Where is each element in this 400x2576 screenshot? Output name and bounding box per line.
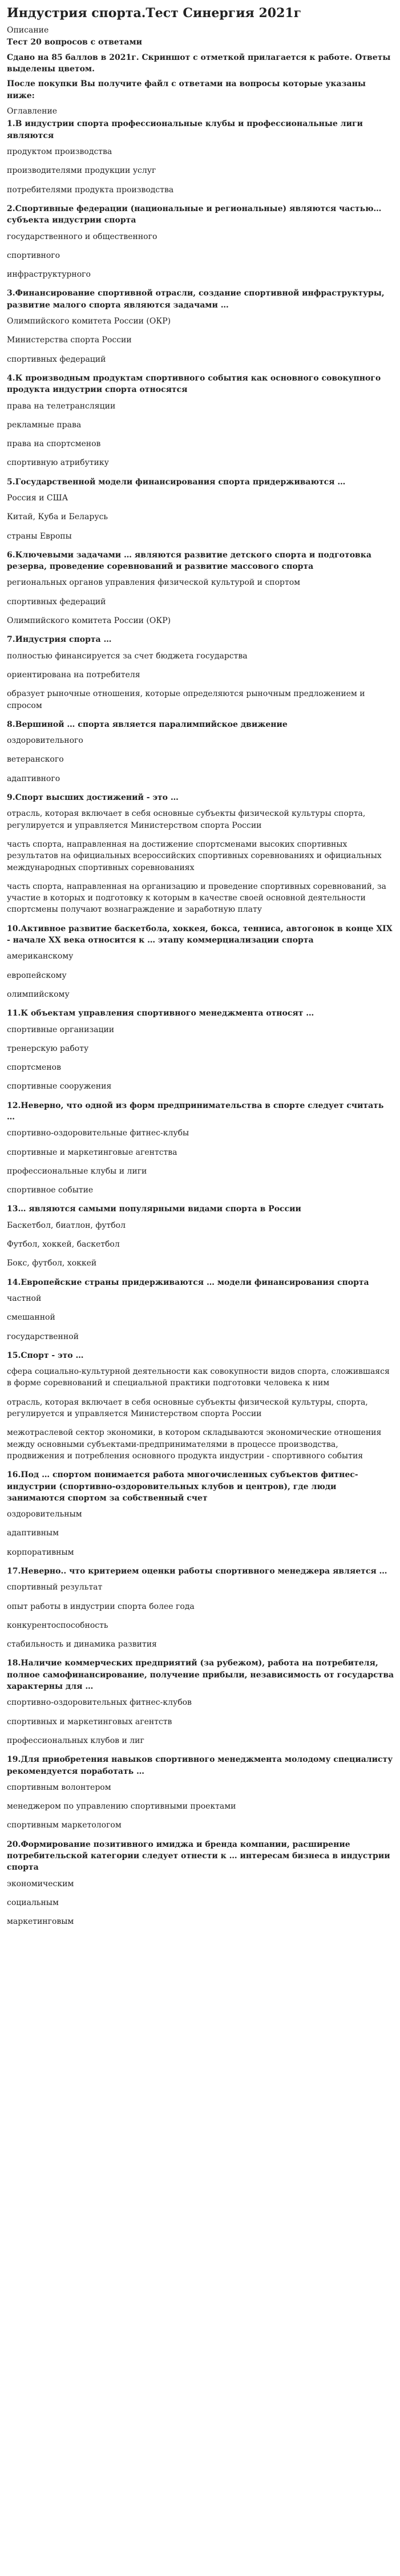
answer-option: опыт работы в индустрии спорта более года bbox=[7, 1602, 195, 1611]
answer-option: оздоровительного bbox=[7, 736, 83, 746]
answer-option: олимпийскому bbox=[7, 989, 70, 999]
answer-option: права на телетрансляции bbox=[7, 401, 116, 411]
answer-option: спортивное событие bbox=[7, 1186, 94, 1195]
answer-option: сфера социально-культурной деятельности как совокупности видов спорта, сложившаяся в форме соревнований и специальной практики подготовки человека к ним bbox=[7, 1367, 390, 1388]
answer-option: спортивных и маркетинговых агентств bbox=[7, 1717, 172, 1726]
answer-option: Баскетбол, биатлон, футбол bbox=[7, 1220, 126, 1230]
answer-option: стабильность и динамика развития bbox=[7, 1640, 157, 1649]
answer-option: Бокс, футбол, хоккей bbox=[7, 1259, 97, 1268]
question-block bbox=[7, 549, 394, 626]
answer-option: права на спортсменов bbox=[7, 439, 101, 449]
question-text: 17.Неверно.. что критерием оценки работы спортивного менеджера является … bbox=[7, 1567, 387, 1576]
question-block bbox=[7, 118, 394, 195]
question-block bbox=[7, 203, 394, 280]
question-text: 18.Наличие коммерческих предприятий (за рубежом), работа на потребителя, полное самофинансирование, получение прибыли, независимость от государства характерны для … bbox=[7, 1659, 394, 1692]
answer-option: Футбол, хоккей, баскетбол bbox=[7, 1240, 120, 1249]
answer-option: адаптивным bbox=[7, 1528, 59, 1538]
answer-option: производителями продукции услуг bbox=[7, 166, 156, 176]
intro-note: Сдано на 85 баллов в 2021г. Скриншот с отметкой прилагается к работе. Ответы выделены цветом. bbox=[7, 52, 391, 74]
question-block bbox=[7, 1754, 394, 1831]
intro-instructions: После покупки Вы получите файл с ответами на вопросы которые указаны ниже: bbox=[7, 79, 366, 100]
question-block bbox=[7, 719, 394, 784]
question-text: 8.Вершиной … спорта является паралимпийское движение bbox=[7, 719, 288, 729]
question-block bbox=[7, 634, 394, 711]
answer-option: Россия и США bbox=[7, 494, 68, 503]
toc-label: Оглавление bbox=[7, 106, 58, 116]
answer-option: полностью финансируется за счет бюджета государства bbox=[7, 651, 248, 661]
answer-option: экономическим bbox=[7, 1879, 74, 1888]
answer-option: инфраструктурного bbox=[7, 270, 91, 280]
answer-option: спортивный результат bbox=[7, 1583, 103, 1592]
question-text: 11.К объектам управления спортивного менеджмента относят … bbox=[7, 1009, 314, 1018]
answer-option: отрасль, которая включает в себя основные субъекты физической культуры, спорта, регулируется и управляется Министерством спорта России bbox=[7, 1397, 368, 1419]
answer-option: конкурентоспособность bbox=[7, 1620, 108, 1630]
answer-option: маркетинговым bbox=[7, 1917, 74, 1927]
question-block bbox=[7, 1277, 394, 1342]
question-block bbox=[7, 1657, 394, 1746]
answer-option: спортивные сооружения bbox=[7, 1082, 112, 1091]
question-text: 16.Под … спортом понимается работа многочисленных субъектов фитнес-индустрии (спортивно-оздоровительных клубов и центров), где люди занимаются спортом за собственный счет bbox=[7, 1470, 358, 1503]
answer-option: часть спорта, направленная на организацию и проведение спортивных соревнований, за участие в которых и подготовку к которым в качестве своей основной деятельности спортсмены получают вознаграждение и заработную плату bbox=[7, 881, 386, 915]
question-list bbox=[7, 118, 394, 1927]
answer-option: спортсменов bbox=[7, 1063, 61, 1073]
question-block bbox=[7, 373, 394, 469]
answer-option: государственного и общественного bbox=[7, 232, 157, 241]
question-block bbox=[7, 1839, 394, 1928]
answer-option: продуктом производства bbox=[7, 147, 112, 157]
question-text: 5.Государственной модели финансирования спорта придерживаются … bbox=[7, 477, 346, 487]
question-block bbox=[7, 476, 394, 542]
description-label: Описание bbox=[7, 25, 49, 35]
answer-option: спортивных федераций bbox=[7, 597, 106, 606]
answer-option: ориентирована на потребителя bbox=[7, 670, 140, 680]
answer-option: профессиональные клубы и лиги bbox=[7, 1166, 147, 1176]
answer-option: Министерства спорта России bbox=[7, 335, 132, 345]
answer-option: адаптивного bbox=[7, 774, 60, 783]
answer-option: ветеранского bbox=[7, 755, 64, 765]
question-block bbox=[7, 1566, 394, 1650]
answer-option: социальным bbox=[7, 1898, 59, 1907]
question-text: 7.Индустрия спорта … bbox=[7, 635, 112, 645]
answer-option: Олимпийского комитета России (ОКР) bbox=[7, 616, 171, 626]
question-text: 1.В индустрии спорта профессиональные клубы и профессиональные лиги являются bbox=[7, 119, 363, 140]
answer-option: менеджером по управлению спортивными проектами bbox=[7, 1802, 236, 1811]
question-block bbox=[7, 792, 394, 916]
question-text: 9.Спорт высших достижений - это … bbox=[7, 793, 179, 803]
answer-option: Олимпийского комитета России (ОКР) bbox=[7, 317, 171, 326]
answer-option: корпоративным bbox=[7, 1547, 74, 1557]
question-text: 12.Неверно, что одной из форм предпринимательства в спорте следует считать … bbox=[7, 1101, 384, 1122]
question-text: 14.Европейские страны придерживаются … модели финансирования спорта bbox=[7, 1277, 369, 1287]
answer-option: оздоровительным bbox=[7, 1510, 82, 1519]
question-text: 3.Финансирование спортивной отрасли, создание спортивной инфраструктуры, развитие малого спорта являются задачами … bbox=[7, 289, 385, 310]
answer-option: спортивным волонтером bbox=[7, 1782, 111, 1792]
answer-option: американскому bbox=[7, 952, 74, 961]
answer-option: потребителями продукта производства bbox=[7, 185, 174, 195]
answer-option: спортивным маркетологом bbox=[7, 1821, 122, 1830]
answer-option: смешанной bbox=[7, 1313, 55, 1323]
answer-option: спортивно-оздоровительных фитнес-клубов bbox=[7, 1698, 192, 1708]
question-block bbox=[7, 1469, 394, 1558]
question-text: 15.Спорт - это … bbox=[7, 1350, 84, 1360]
question-text: 20.Формирование позитивного имиджа и бренда компании, расширение потребительской категории следует отнести к … интересам бизнеса в индустрии спорта bbox=[7, 1839, 390, 1873]
test-subtitle: Тест 20 вопросов с ответами bbox=[7, 38, 142, 47]
answer-option: спортивные организации bbox=[7, 1025, 115, 1034]
answer-option: рекламные права bbox=[7, 420, 82, 430]
answer-option: спортивные и маркетинговые агентства bbox=[7, 1147, 177, 1157]
question-text: 19.Для приобретения навыков спортивного менеджмента молодому специалисту рекомендуется поработать … bbox=[7, 1755, 393, 1776]
question-text: 4.К производным продуктам спортивного события как основного совокупного продукта индустрии спорта относятся bbox=[7, 373, 381, 395]
answer-option: спортивно-оздоровительные фитнес-клубы bbox=[7, 1129, 189, 1138]
question-block bbox=[7, 1203, 394, 1269]
answer-option: частной bbox=[7, 1293, 42, 1303]
answer-option: Китай, Куба и Беларусь bbox=[7, 512, 108, 522]
answer-option: образует рыночные отношения, которые определяются рыночным предложением и спросом bbox=[7, 689, 365, 710]
answer-option: часть спорта, направленная на достижение спортсменами высоких спортивных результатов на официальных всероссийских спортивных соревнованиях и официальных международных спортивных соревнованиях bbox=[7, 839, 382, 872]
answer-option: спортивного bbox=[7, 250, 60, 260]
answer-option: государственной bbox=[7, 1332, 79, 1341]
question-text: 2.Спортивные федерации (национальные и региональные) являются частью… субъекта индустрии спорта bbox=[7, 204, 382, 225]
question-block bbox=[7, 1008, 394, 1092]
answer-option: страны Европы bbox=[7, 531, 72, 541]
answer-option: европейскому bbox=[7, 970, 67, 980]
answer-option: региональных органов управления физической культурой и спортом bbox=[7, 578, 301, 588]
answer-option: отрасль, которая включает в себя основные субъекты физической культуры спорта, регулируется и управляется Министерством спорта России bbox=[7, 809, 366, 830]
question-text: 6.Ключевыми задачами … являются развитие детского спорта и подготовка резерва, проведение соревнований и развитие массового спорта bbox=[7, 550, 371, 572]
answer-option: профессиональных клубов и лиг bbox=[7, 1736, 144, 1745]
page-title: Индустрия спорта.Тест Синергия 2021г bbox=[7, 6, 302, 21]
answer-option: спортивную атрибутику bbox=[7, 458, 109, 468]
question-text: 10.Активное развитие баскетбола, хоккея, бокса, тенниса, автогонок в конце XIX - начале XX века относится к … этапу коммерциализации спорта bbox=[7, 924, 393, 945]
answer-option: тренерскую работу bbox=[7, 1044, 89, 1053]
answer-option: спортивных федераций bbox=[7, 354, 106, 364]
question-block bbox=[7, 288, 394, 365]
question-text: 13… являются самыми популярными видами спорта в России bbox=[7, 1204, 301, 1214]
question-block bbox=[7, 1100, 394, 1196]
answer-option: межотраслевой сектор экономики, в котором складываются экономические отношения между основными субъектами-предпринимателями в процессе производства, продвижения и потребления основного продукта индустрии - спортивного события bbox=[7, 1428, 382, 1461]
question-block bbox=[7, 923, 394, 1000]
question-block bbox=[7, 1350, 394, 1462]
